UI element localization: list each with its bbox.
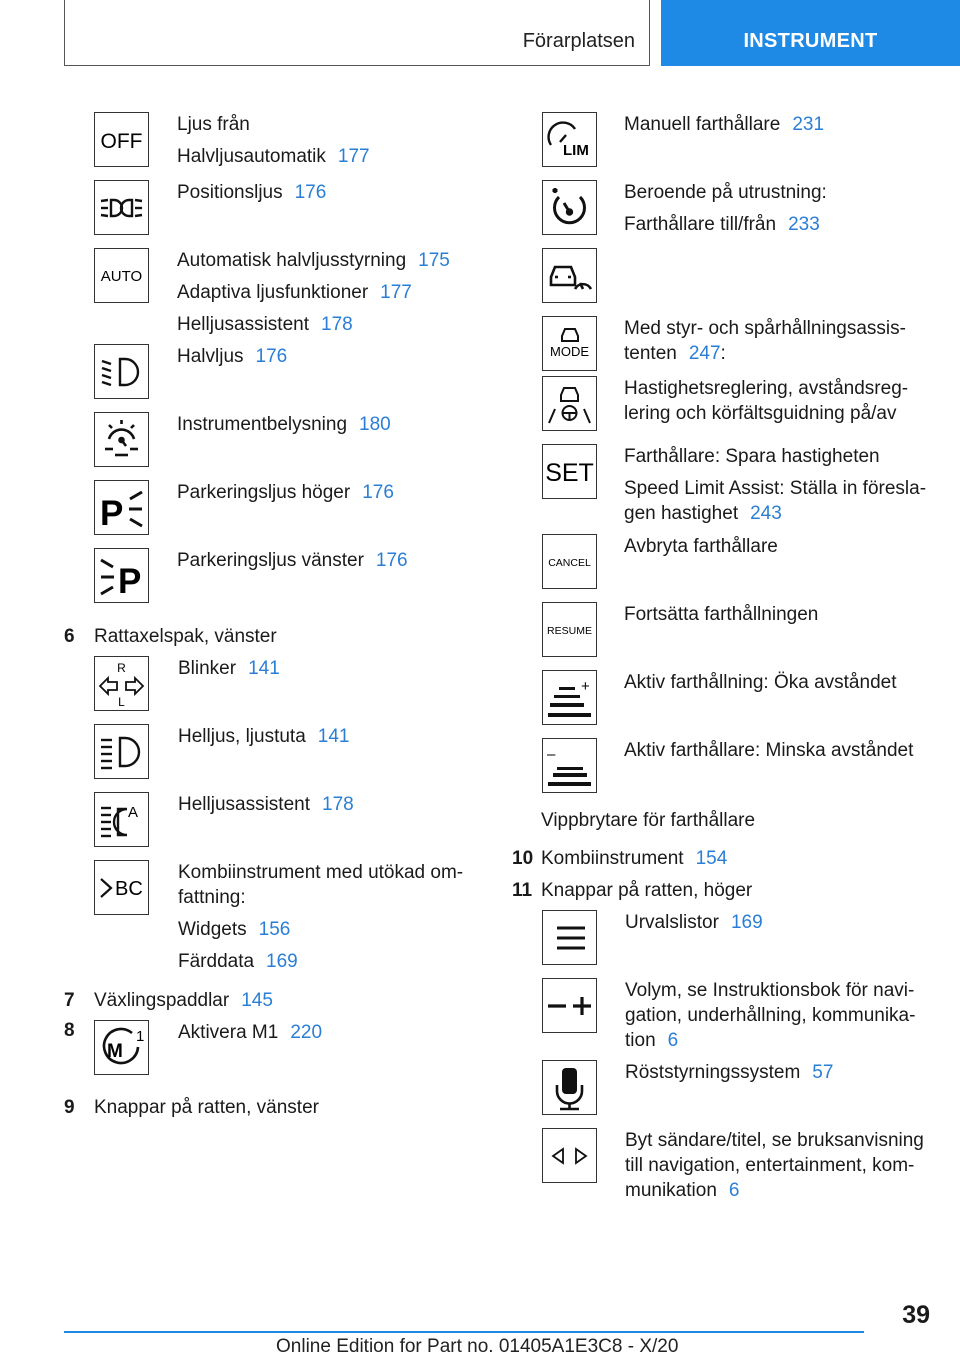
entry-text: Aktivera M1 220 bbox=[178, 1022, 323, 1043]
bc-icon bbox=[94, 860, 149, 915]
item-number: 6 bbox=[64, 626, 75, 647]
entry-text: Halvljus 176 bbox=[177, 346, 288, 367]
entry-resume bbox=[512, 602, 932, 670]
distance-increase-icon bbox=[542, 670, 597, 725]
entry-parking-light-left bbox=[64, 548, 474, 624]
entry-text: Automatisk halvljusstyrning 175 bbox=[177, 250, 450, 271]
entry-text: Farthållare till/från 233 bbox=[624, 214, 820, 235]
entry-text: Helljus, ljustuta 141 bbox=[178, 726, 350, 747]
entry-text: Röststyrningssystem 57 bbox=[625, 1062, 834, 1083]
parking-light-right-icon bbox=[94, 480, 149, 535]
page-ref-link[interactable]: 180 bbox=[359, 414, 391, 435]
entry-text: Halvljusautomatik 177 bbox=[177, 146, 370, 167]
entry-lights-off bbox=[64, 112, 474, 180]
entry-selection-lists bbox=[512, 910, 932, 978]
item-9 bbox=[64, 1095, 474, 1127]
page-ref-link[interactable]: 247 bbox=[688, 343, 721, 364]
entry-auto-lights bbox=[64, 248, 474, 344]
svg-text:MODE: MODE bbox=[550, 344, 589, 359]
entry-text: gation, underhållning, kommunika- bbox=[625, 1005, 916, 1026]
entry-distance-increase bbox=[512, 670, 932, 738]
station-track-icon bbox=[542, 1128, 597, 1183]
footer-edition: Online Edition for Part no. 01405A1E3C8 - X/20 bbox=[276, 1336, 679, 1357]
right-column bbox=[512, 112, 932, 1210]
position-light-icon bbox=[94, 180, 149, 235]
page-ref-link[interactable]: 231 bbox=[792, 114, 825, 135]
entry-bc bbox=[64, 860, 474, 988]
m1-icon bbox=[94, 1020, 149, 1075]
low-beam-icon bbox=[94, 344, 149, 399]
entry-text: Manuell farthållare 231 bbox=[624, 114, 825, 135]
page-ref-link[interactable]: 156 bbox=[258, 919, 291, 940]
entry-text: Beroende på utrustning: bbox=[624, 182, 827, 203]
svg-text:P: P bbox=[118, 562, 142, 600]
entry-text: Avbryta farthållare bbox=[624, 536, 778, 557]
entry-text: Blinker 141 bbox=[178, 658, 280, 679]
entry-text: Ljus från bbox=[177, 114, 250, 135]
svg-text:A: A bbox=[128, 804, 139, 821]
high-beam-assist-icon bbox=[94, 792, 149, 847]
entry-text: Parkeringsljus vänster 176 bbox=[177, 550, 408, 571]
entry-position-lights bbox=[64, 180, 474, 248]
entry-text: Fortsätta farthållningen bbox=[624, 604, 819, 625]
entry-cruise-control bbox=[512, 180, 932, 248]
lim-icon bbox=[542, 112, 597, 167]
entry-mode bbox=[512, 316, 932, 384]
page-ref-link[interactable]: 178 bbox=[322, 794, 354, 815]
page-ref-link[interactable]: 154 bbox=[695, 848, 728, 869]
entry-text: Urvalslistor 169 bbox=[625, 912, 763, 933]
steering-assist-icon bbox=[542, 376, 597, 431]
page-ref-link[interactable]: 176 bbox=[255, 346, 288, 367]
item-title: Kombiinstrument bbox=[541, 848, 684, 869]
entry-steering-assist bbox=[512, 376, 932, 444]
entry-text: Med styr- och spårhållningsassis- bbox=[624, 318, 906, 339]
entry-high-beam-assist bbox=[64, 792, 474, 860]
page-ref-link[interactable]: 233 bbox=[788, 214, 820, 235]
cancel-icon bbox=[542, 534, 597, 589]
entry-text: Adaptiva ljusfunktioner 177 bbox=[177, 282, 412, 303]
svg-text:LIM: LIM bbox=[563, 142, 589, 159]
entry-active-cruise bbox=[512, 248, 932, 316]
page-ref-link[interactable]: 169 bbox=[266, 951, 298, 972]
entry-text: fattning: bbox=[178, 887, 246, 908]
entry-set bbox=[512, 444, 932, 534]
page-ref-link[interactable]: 145 bbox=[241, 990, 273, 1011]
entry-manual-cruise bbox=[512, 112, 932, 180]
distance-decrease-icon bbox=[542, 738, 597, 793]
svg-text:R: R bbox=[117, 661, 126, 675]
mode-icon bbox=[542, 316, 597, 371]
entry-text: till navigation, entertainment, kom- bbox=[625, 1155, 915, 1176]
left-column bbox=[64, 112, 474, 1127]
entry-high-beam bbox=[64, 724, 474, 792]
item-number: 7 bbox=[64, 990, 75, 1011]
page-ref-link[interactable]: 177 bbox=[337, 146, 370, 167]
instrument-lighting-icon bbox=[94, 412, 149, 467]
active-cruise-icon bbox=[542, 248, 597, 303]
entry-text: Aktiv farthållning: Öka avståndet bbox=[624, 672, 897, 693]
header-chapter-tab[interactable] bbox=[661, 0, 960, 66]
high-beam-icon bbox=[94, 724, 149, 779]
svg-text:–: – bbox=[547, 746, 556, 763]
page-ref-link[interactable]: 243 bbox=[750, 503, 782, 524]
page-ref-link[interactable]: 178 bbox=[321, 314, 353, 335]
svg-text:BC: BC bbox=[115, 878, 143, 900]
item-number: 9 bbox=[64, 1097, 75, 1118]
svg-text:1: 1 bbox=[136, 1028, 145, 1045]
svg-text:+: + bbox=[581, 678, 590, 695]
footer-divider bbox=[64, 1331, 864, 1333]
entry-change-station bbox=[512, 1128, 932, 1210]
volume-icon bbox=[542, 978, 597, 1033]
parking-light-left-icon bbox=[94, 548, 149, 603]
item-title: Rattaxelspak, vänster bbox=[94, 626, 277, 647]
entry-text: Aktiv farthållare: Minska avståndet bbox=[624, 740, 914, 761]
header-section-title: Förarplatsen bbox=[522, 30, 635, 52]
entry-volume bbox=[512, 978, 932, 1060]
page-ref-link[interactable]: 6 bbox=[667, 1030, 679, 1051]
svg-text:AUTO: AUTO bbox=[100, 268, 143, 285]
entry-instrument-lighting bbox=[64, 412, 474, 480]
entry-parking-light-right bbox=[64, 480, 474, 548]
entry-text: Widgets 156 bbox=[178, 919, 291, 940]
entry-text: tenten 247: bbox=[624, 343, 726, 364]
svg-text:OFF: OFF bbox=[100, 130, 143, 153]
entry-text: tion 6 bbox=[625, 1030, 679, 1051]
microphone-icon bbox=[542, 1060, 597, 1115]
item-title: Knappar på ratten, höger bbox=[541, 880, 753, 901]
page-ref-link[interactable]: 176 bbox=[362, 482, 394, 503]
entry-voice-control bbox=[512, 1060, 932, 1128]
entry-cancel bbox=[512, 534, 932, 602]
entry-text: Speed Limit Assist: Ställa in föresla- bbox=[624, 478, 927, 499]
turn-signal-icon bbox=[94, 656, 149, 711]
entry-turn-signal bbox=[64, 656, 474, 724]
item-number: 8 bbox=[64, 1020, 75, 1041]
item-7 bbox=[64, 988, 474, 1020]
item-number: 11 bbox=[512, 880, 533, 901]
header-chapter-title: INSTRUMENT bbox=[743, 30, 878, 52]
header-section-box bbox=[64, 0, 650, 66]
entry-text: munikation 6 bbox=[625, 1180, 740, 1201]
list-icon bbox=[542, 910, 597, 965]
entry-text: Positionsljus 176 bbox=[177, 182, 327, 203]
page-number: 39 bbox=[902, 1301, 930, 1329]
off-icon bbox=[94, 112, 149, 167]
page-ref-link[interactable]: 6 bbox=[728, 1180, 740, 1201]
item-title: Knappar på ratten, vänster bbox=[94, 1097, 319, 1118]
auto-icon bbox=[94, 248, 149, 303]
entry-text: Byt sändare/titel, se bruksanvisning bbox=[625, 1130, 924, 1151]
svg-text:L: L bbox=[118, 695, 125, 708]
entry-distance-decrease bbox=[512, 738, 932, 806]
svg-text:SET: SET bbox=[545, 459, 594, 487]
page-ref-link[interactable]: 141 bbox=[317, 726, 350, 747]
svg-text:P: P bbox=[100, 494, 124, 532]
cruise-control-icon bbox=[542, 180, 597, 235]
entry-text: lering och körfältsguidning på/av bbox=[624, 403, 897, 424]
entry-text: gen hastighet 243 bbox=[624, 503, 782, 524]
entry-text: Volym, se Instruktionsbok för navi- bbox=[625, 980, 915, 1001]
item-number: 10 bbox=[512, 848, 534, 869]
entry-text: Farthållare: Spara hastigheten bbox=[624, 446, 880, 467]
svg-text:RESUME: RESUME bbox=[547, 625, 592, 637]
entry-text: Färddata 169 bbox=[178, 951, 298, 972]
item-11 bbox=[512, 878, 932, 910]
item-8 bbox=[64, 1020, 474, 1095]
resume-icon bbox=[542, 602, 597, 657]
item-10 bbox=[512, 846, 932, 878]
page-ref-link[interactable]: 57 bbox=[812, 1062, 834, 1083]
svg-text:M: M bbox=[107, 1041, 123, 1062]
page-ref-link[interactable]: 177 bbox=[380, 282, 412, 303]
item-6 bbox=[64, 624, 474, 656]
page-ref-link[interactable]: 141 bbox=[248, 658, 280, 679]
set-icon bbox=[542, 444, 597, 499]
rocker-switch-label: Vippbrytare för farthållare bbox=[541, 810, 756, 831]
page-ref-link[interactable]: 175 bbox=[418, 250, 450, 271]
svg-text:CANCEL: CANCEL bbox=[548, 557, 591, 569]
entry-text: Kombiinstrument med utökad om- bbox=[178, 862, 464, 883]
entry-text: Helljusassistent 178 bbox=[178, 794, 354, 815]
page-ref-link[interactable]: 220 bbox=[290, 1022, 323, 1043]
page-ref-link[interactable]: 176 bbox=[375, 550, 408, 571]
item-title: Växlingspaddlar bbox=[94, 990, 230, 1011]
entry-text: Parkeringsljus höger 176 bbox=[177, 482, 394, 503]
entry-low-beam bbox=[64, 344, 474, 412]
page-ref-link[interactable]: 169 bbox=[730, 912, 763, 933]
page-ref-link[interactable]: 176 bbox=[294, 182, 327, 203]
entry-text: Helljusassistent 178 bbox=[177, 314, 353, 335]
entry-text: Instrumentbelysning 180 bbox=[177, 414, 391, 435]
entry-text: Hastighetsreglering, avståndsreg- bbox=[624, 378, 909, 399]
